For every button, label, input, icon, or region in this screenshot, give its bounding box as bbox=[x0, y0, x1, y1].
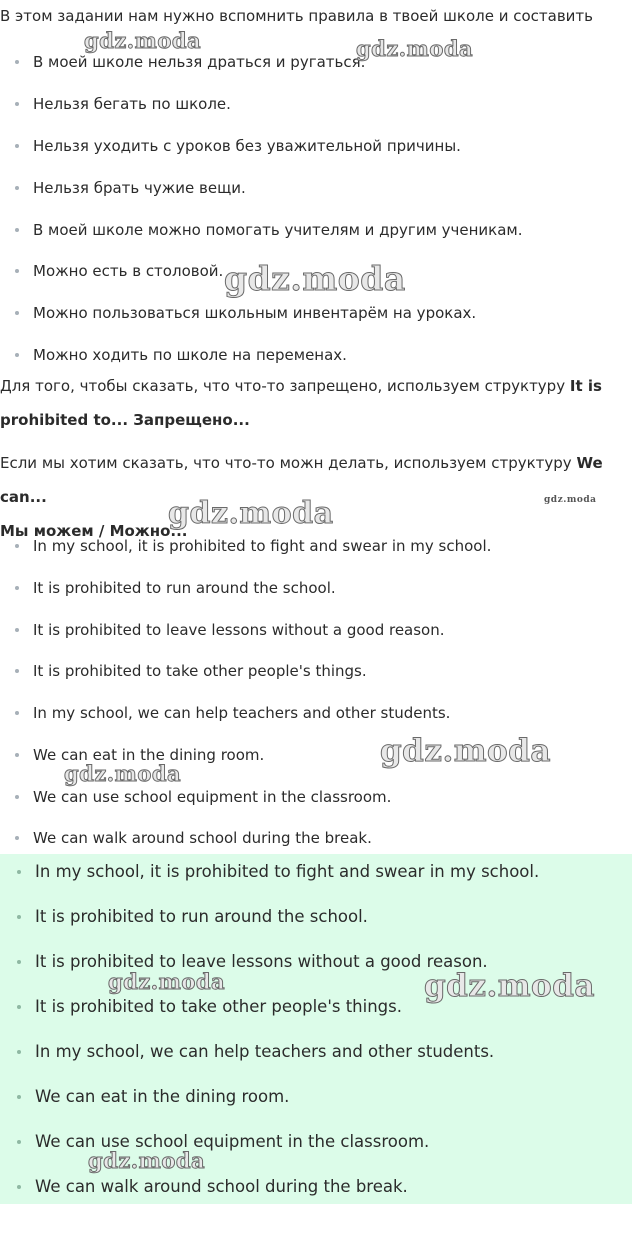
bullet-icon bbox=[15, 228, 19, 232]
bullet-icon bbox=[17, 1140, 21, 1144]
bullet-icon bbox=[15, 628, 19, 632]
intro-text: В этом задании нам нужно вспомнить правила в твоей школе и составить bbox=[0, 7, 594, 25]
bullet-icon bbox=[17, 915, 21, 919]
bullet-icon bbox=[15, 60, 19, 64]
bullet-icon bbox=[15, 353, 19, 357]
watermark: gdz.moda bbox=[224, 259, 406, 298]
bullet-icon bbox=[17, 1185, 21, 1189]
watermark: gdz.moda bbox=[544, 495, 597, 505]
bullet-icon bbox=[15, 544, 19, 548]
watermark: gdz.moda bbox=[108, 969, 226, 994]
bullet-icon bbox=[15, 753, 19, 757]
bullet-icon bbox=[17, 870, 21, 874]
bullet-icon bbox=[15, 102, 19, 106]
explanation-prohibited: Для того, чтобы сказать, что что-то запрещено, используем структуру It is prohibited to... Запрещено... bbox=[0, 377, 602, 429]
watermark: gdz.moda bbox=[380, 733, 551, 769]
bullet-icon bbox=[15, 669, 19, 673]
bullet-icon bbox=[15, 269, 19, 273]
bullet-icon bbox=[15, 186, 19, 190]
explanation-can: Если мы хотим сказать, что что-то можн делать, используем структуру We can... Мы можем / Можно... bbox=[0, 454, 603, 540]
bullet-icon bbox=[15, 711, 19, 715]
bullet-icon bbox=[17, 960, 21, 964]
bullet-icon bbox=[15, 144, 19, 148]
bullet-icon bbox=[17, 1005, 21, 1009]
watermark: gdz.moda bbox=[88, 1148, 206, 1173]
bullet-icon bbox=[17, 1050, 21, 1054]
watermark: gdz.moda bbox=[356, 36, 474, 61]
bullet-icon bbox=[17, 1095, 21, 1099]
bullet-icon bbox=[15, 311, 19, 315]
bullet-icon bbox=[15, 836, 19, 840]
watermark: gdz.moda bbox=[84, 28, 202, 53]
watermark: gdz.moda bbox=[424, 968, 595, 1004]
bullet-icon bbox=[15, 586, 19, 590]
bullet-icon bbox=[15, 795, 19, 799]
watermark: gdz.moda bbox=[64, 761, 182, 786]
watermark: gdz.moda bbox=[168, 496, 334, 531]
